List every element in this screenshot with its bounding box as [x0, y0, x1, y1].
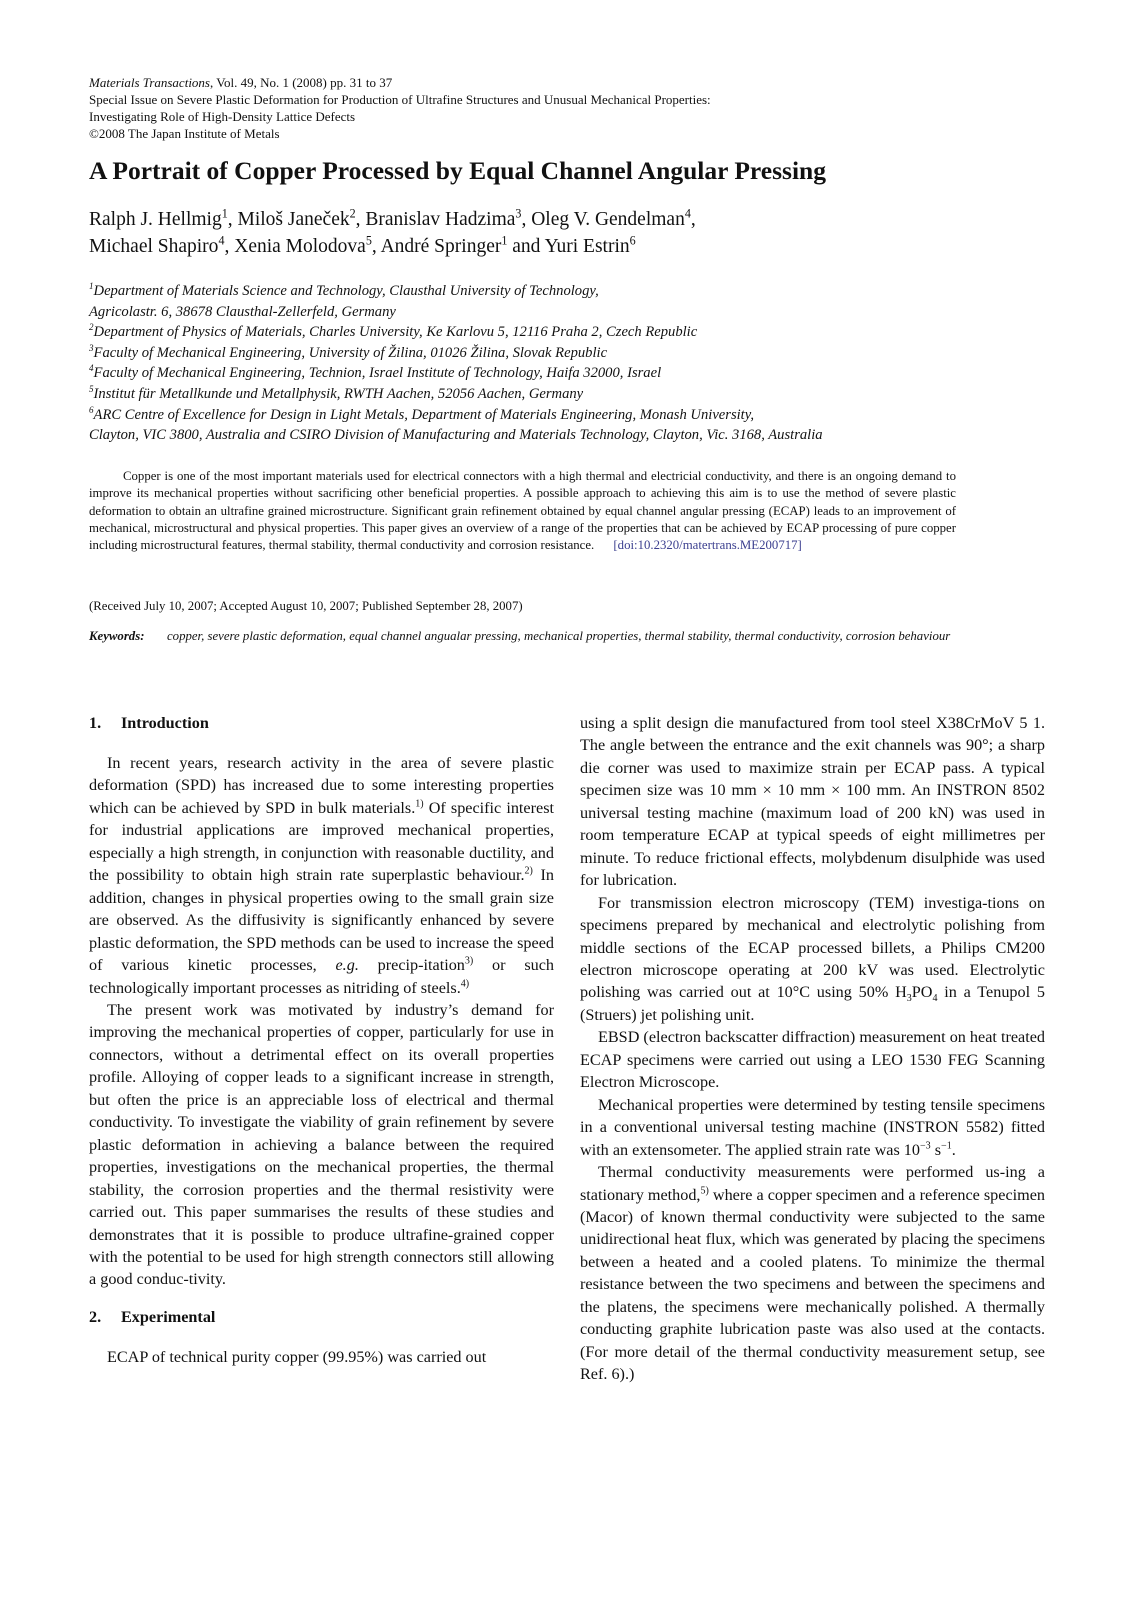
- affiliation-text: Department of Materials Science and Technology, Clausthal University of Technology,: [93, 283, 599, 299]
- section-number: 2.: [89, 1307, 102, 1326]
- text-run: Mechanical properties were determined by testing tensile specimens in a conventional universal testing machine (INSTRON 5582) fitted with an extensometer. The applied strain rate was 10: [580, 1095, 1045, 1159]
- text-run: s: [930, 1140, 942, 1159]
- text-run: PO: [911, 983, 933, 1002]
- author-name: Yuri Estrin: [544, 236, 630, 257]
- text-run-italic: e.g.: [335, 956, 359, 975]
- section-number: 1.: [89, 714, 102, 732]
- text-run: where a copper specimen and a reference specimen (Macor) of known thermal conductivity were subjected to the same unidirectional heat flux, which was generated by placing the specimens between a heated and a cooled platens. To minimize the thermal resistance between the two specimens and between the specimens and the platens, the specimens were mechanically polished. A thermally conducting graphite lubrication paste was also used at the contacts. (For more detail of the thermal conductivity measurement setup, see Ref. 6).): [580, 1185, 1045, 1384]
- text-run: For transmission electron microscopy (TEM) investiga-tions on specimens prepared by mechanical and electrolytic polishing from middle sections of the ECAP processed billets, a Philips CM200 electron microscope operating at 200 kV was used. Electrolytic polishing was carried out at 10°C using 50% H: [580, 893, 1045, 1002]
- affiliation-line: Clayton, VIC 3800, Australia and CSIRO Division of Manufacturing and Materials Technology, Clayton, Vic. 3168, Australia: [89, 427, 823, 444]
- affiliation-text: Faculty of Mechanical Engineering, University of Žilina, 01026 Žilina, Slovak Republic: [93, 344, 608, 361]
- affiliation-mark: 4: [89, 363, 94, 374]
- section-heading-introduction: [89, 712, 554, 734]
- citation-line: [89, 74, 711, 91]
- keywords-block: [89, 627, 956, 645]
- paragraph: [89, 752, 554, 999]
- affiliation-line: [89, 343, 823, 364]
- text-run: or such technologically important processes as nitriding of steels.: [89, 956, 555, 997]
- left-column: [89, 712, 554, 1368]
- author-name: Branislav Hadzima: [365, 209, 516, 230]
- section-title: Experimental: [121, 1307, 216, 1326]
- paragraph: ECAP of technical purity copper (99.95%) was carried out: [107, 1347, 487, 1366]
- author-affiliation-mark: 1: [221, 206, 228, 221]
- affiliation-line: [89, 384, 823, 405]
- author-line-1: Ralph J. Hellmig$^1$, Miloš Janeček$^2$, Branislav Hadzima$^3$, Oleg V. Gendelman$^4$,: [89, 206, 696, 230]
- reference-mark: 2): [524, 865, 533, 877]
- subscript: 3: [906, 993, 912, 1005]
- author-list: [89, 206, 696, 260]
- copyright-line: ©2008 The Japan Institute of Metals: [89, 126, 280, 141]
- affiliation-mark: 5: [89, 384, 94, 395]
- author-name: Michael Shapiro: [89, 236, 219, 257]
- author-affiliation-mark: 3: [515, 206, 522, 221]
- affiliation-text: Department of Physics of Materials, Charles University, Ke Karlovu 5, 12116 Praha 2, Czech Republic: [93, 324, 698, 341]
- paragraph: The present work was motivated by industry’s demand for improving the mechanical properties of copper, particularly for use in connectors, without a detrimental effect on its overall properties profile. Alloying of copper leads to a significant increase in strength, but often the price is an appreciable loss of electrical and thermal conductivity. To investigate the viability of grain refinement by severe plastic deformation in achieving a balance between the required properties, investigations on the mechanical properties, the thermal stability, the corrosion properties and the thermal resistivity were carried out. This paper summarises the results of these studies and demonstrates that it is possible to produce ultrafine-grained copper with the potential to be used for high strength connectors still allowing a good conduc-tivity.: [89, 1000, 554, 1289]
- keywords-label: Keywords:: [89, 629, 145, 643]
- author-affiliation-mark: 4: [684, 206, 691, 221]
- affiliation-line: [89, 281, 823, 302]
- special-issue-line-1: Special Issue on Severe Plastic Deformation for Production of Ultrafine Structures and Unusual Mechanical Properties:: [89, 92, 711, 107]
- affiliation-text: ARC Centre of Excellence for Design in Light Metals, Department of Materials Engineering, Monash University,: [93, 406, 755, 423]
- journal-name: Materials Transactions: [89, 75, 210, 90]
- superscript: −1: [941, 1140, 952, 1152]
- author-name: Ralph J. Hellmig: [89, 209, 222, 230]
- affiliation-text: Institut für Metallkunde und Metallphysik, RWTH Aachen, 52056 Aachen, Germany: [93, 385, 584, 402]
- affiliation-mark: 2: [89, 322, 94, 333]
- superscript: −3: [919, 1140, 931, 1152]
- author-line-2: Michael Shapiro$^4$, Xenia Molodova$^5$, André Springer$^1$ and Yuri Estrin$^6$: [89, 233, 636, 257]
- affiliation-text: Faculty of Mechanical Engineering, Technion, Israel Institute of Technology, Haifa 32000, Israel: [93, 365, 662, 382]
- affiliation-line: [89, 322, 823, 343]
- subscript: 4: [932, 993, 938, 1005]
- text-run: in a Tenupol 5 (Struers) jet polishing unit.: [580, 983, 1045, 1024]
- section-title: Introduction: [121, 714, 209, 732]
- paper-title: A Portrait of Copper Processed by Equal Channel Angular Pressing: [89, 156, 826, 185]
- author-name: Xenia Molodova: [234, 236, 366, 257]
- author-affiliation-mark: 2: [349, 206, 356, 221]
- special-issue-line-2: Investigating Role of High-Density Lattice Defects: [89, 109, 356, 124]
- reference-mark: 1): [415, 798, 424, 810]
- affiliation-line: [89, 405, 823, 426]
- author-name: André Springer: [380, 236, 502, 257]
- affiliation-line: [89, 363, 823, 384]
- received-dates: (Received July 10, 2007; Accepted August 10, 2007; Published September 28, 2007): [89, 599, 523, 613]
- author-name: Miloš Janeček: [237, 209, 350, 230]
- author-affiliation-mark: 1: [501, 233, 508, 248]
- text-run: In recent years, research activity in the area of severe plastic deformation (SPD) has increased due to some interesting properties which can be achieved by SPD in bulk materials.: [89, 754, 554, 817]
- affiliation-mark: 6: [89, 404, 94, 415]
- affiliation-mark: 1: [89, 281, 94, 292]
- section-heading-experimental: [89, 1306, 554, 1328]
- affiliation-list: [89, 281, 823, 446]
- right-column: [580, 712, 1045, 1386]
- reference-mark: 3): [464, 955, 474, 967]
- abstract: [89, 468, 956, 554]
- reference-mark: 5): [700, 1185, 709, 1197]
- paragraph: EBSD (electron backscatter diffraction) measurement on heat treated ECAP specimens were carried out using a LEO 1530 FEG Scanning Electron Microscope.: [580, 1028, 1045, 1092]
- author-affiliation-mark: 5: [365, 233, 372, 248]
- keywords-list: copper, severe plastic deformation, equal channel angualar pressing, mechanical properties, thermal stability, thermal conductivity, corrosion behaviour: [167, 629, 951, 643]
- affiliation-mark: 3: [89, 342, 94, 353]
- author-joiner: and: [512, 236, 541, 257]
- paragraph: [580, 1094, 1045, 1161]
- author-name: Oleg V. Gendelman: [531, 209, 685, 230]
- text-run: In addition, changes in physical properties owing to the small grain size are observed. As the diffusivity is significantly enhanced by severe plastic deformation, the SPD methods can be used to increase the speed of various kinetic processes,: [89, 866, 554, 975]
- paragraph: [580, 892, 1045, 1027]
- text-run: .: [951, 1140, 956, 1159]
- paragraph: [580, 1161, 1045, 1386]
- text-run: Thermal conductivity measurements were performed us-ing a stationary method,: [580, 1163, 1045, 1204]
- journal-header: [89, 74, 711, 142]
- text-run: precip-itation: [358, 956, 465, 975]
- volume-pages: , Vol. 49, No. 1 (2008) pp. 31 to 37: [210, 75, 393, 90]
- abstract-text: Copper is one of the most important materials used for electrical connectors with a high thermal and electricial conductivity, and there is an ongoing demand to improve its mechanical properties without sacrificing other beneficial properties. A possible approach to achieving this aim is to use the method of severe plastic deformation to obtain an ultrafine grained microstructure. Significant grain refinement obtained by equal channel angular pressing (ECAP) leads to an improvement of mechanical, microstructural and physical properties. This paper gives an overview of a range of the properties that can be achieved by ECAP processing of pure copper including microstructural features, thermal stability, thermal conductivity and corrosion resistance.: [89, 469, 956, 553]
- author-affiliation-mark: 6: [629, 233, 636, 248]
- paragraph: using a split design die manufactured from tool steel X38CrMoV 5 1. The angle between the entrance and the exit channels was 90°; a sharp die corner was used to maximize strain per ECAP pass. A typical specimen size was 10 mm × 10 mm × 100 mm. An INSTRON 8502 universal testing machine (maximum load of 200 kN) was used in room temperature ECAP at typical speeds of eight millimetres per minute. To reduce frictional effects, molybdenum disulphide was used for lubrication.: [580, 714, 1045, 890]
- reference-mark: 4): [460, 978, 470, 990]
- author-affiliation-mark: 4: [218, 233, 225, 248]
- text-run: Of specific interest for industrial applications are improved mechanical properties, especially a high strength, in conjunction with reasonable ductility, and the possibility to obtain high strain rate superplastic behaviour.: [89, 798, 554, 885]
- affiliation-line: Agricolastr. 6, 38678 Clausthal-Zellerfeld, Germany: [89, 303, 396, 320]
- doi-link[interactable]: [doi:10.2320/matertrans.ME200717]: [613, 538, 802, 553]
